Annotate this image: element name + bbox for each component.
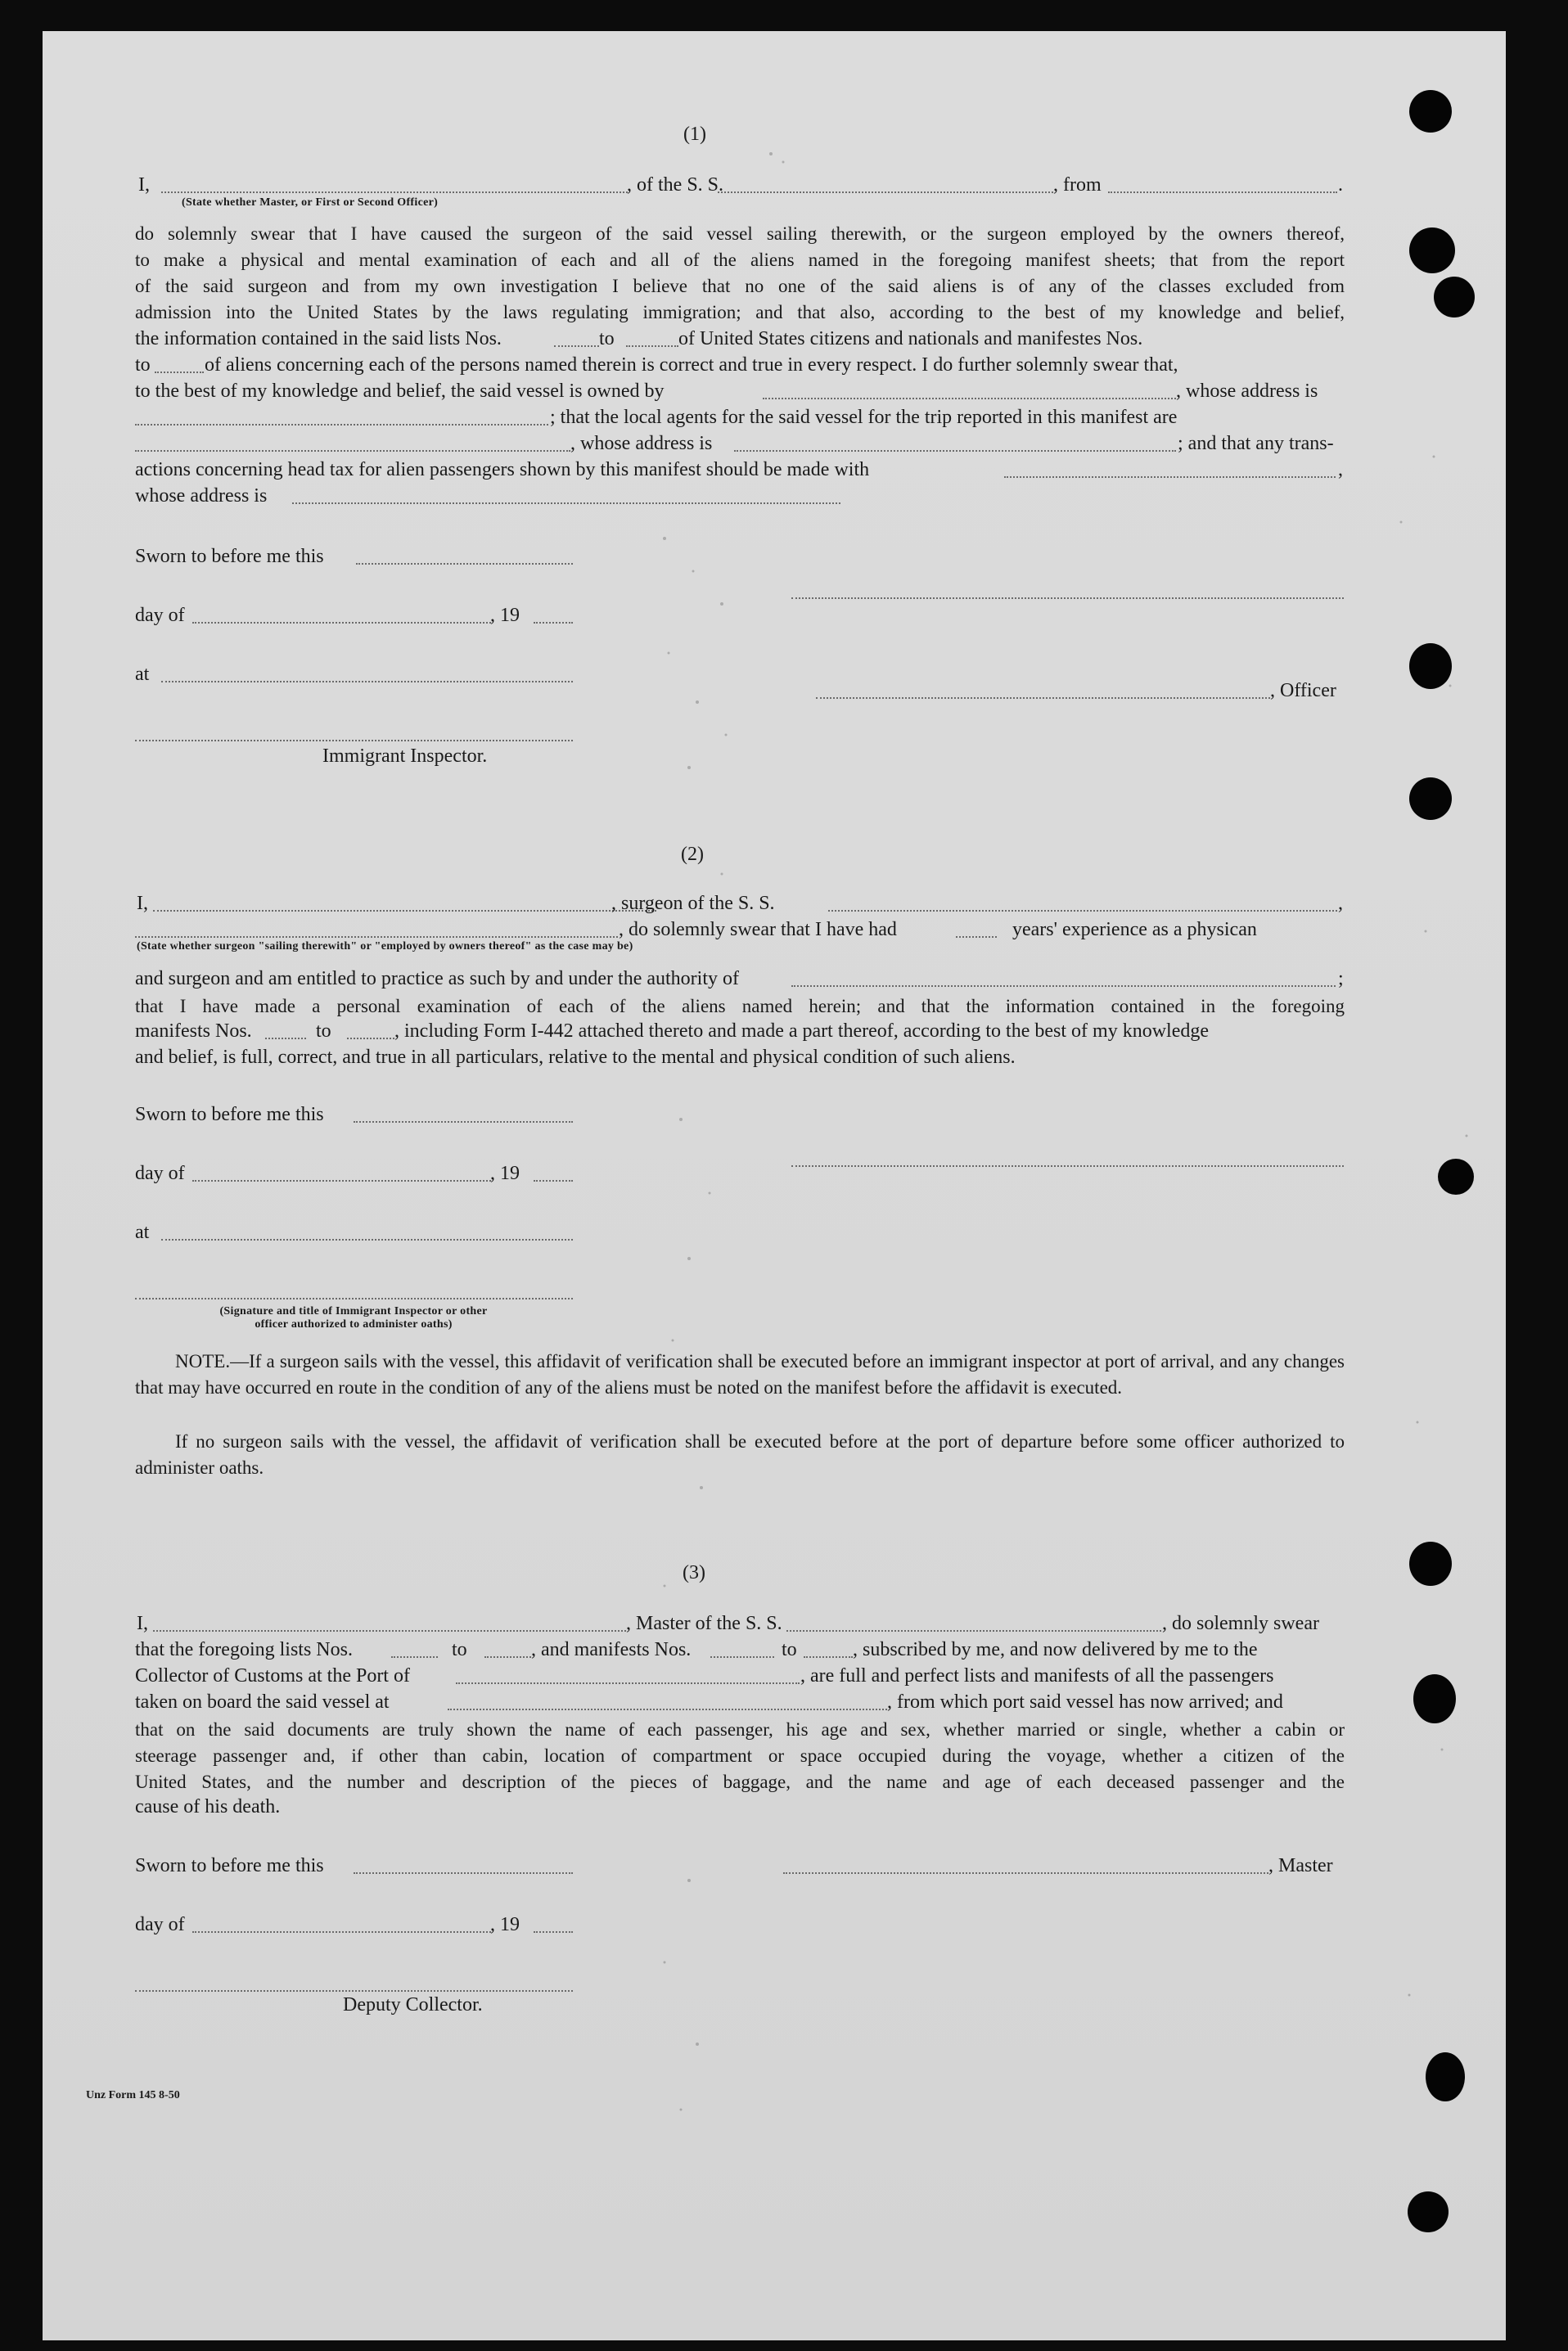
punch-hole xyxy=(1409,643,1452,689)
section-1-number: (1) xyxy=(683,124,706,145)
section-3-to-2: to xyxy=(782,1639,797,1660)
section-3-master-of: , Master of the S. S. xyxy=(626,1613,782,1634)
section-3-sworn: Sworn to before me this xyxy=(135,1855,324,1876)
section-2-at: at xyxy=(135,1222,150,1243)
section-3-taken-on-board: taken on board the said vessel at xyxy=(135,1691,390,1713)
section-1-citizens-text: of United States citizens and nationals and manifestes Nos. xyxy=(678,328,1143,349)
section-1-any-trans: ; and that any trans- xyxy=(1178,433,1334,454)
section-1-comma: , xyxy=(1338,459,1343,480)
section-1-line-1: do solemnly swear that I have caused the surgeon of the said vessel sailing therewith, or the surgeon employed by the owners thereof, xyxy=(135,223,1345,244)
section-2-physican: years' experience as a physican xyxy=(1012,919,1257,940)
punch-hole xyxy=(1409,777,1452,820)
section-3-master: , Master xyxy=(1268,1855,1333,1876)
section-2-comma: , xyxy=(1338,893,1343,914)
section-1-i: I, xyxy=(138,174,150,196)
section-1-day-of: day of xyxy=(135,605,185,626)
section-1-at: at xyxy=(135,664,150,685)
punch-hole xyxy=(1413,1674,1456,1723)
section-1-aliens-text: of aliens concerning each of the persons named therein is correct and true in every respect. I do further solemnly swear that, xyxy=(205,354,1178,376)
section-1-line-2: to make a physical and mental examination of each and all of the aliens named in the foregoing manifest sheets; that from the report xyxy=(135,250,1345,270)
section-1-owned-by: to the best of my knowledge and belief, the said vessel is owned by xyxy=(135,381,665,402)
section-3-line-5: that on the said documents are truly shown the name of each passenger, his age and sex, whether married or single, whether a cabin or xyxy=(135,1719,1345,1740)
section-1-from: , from xyxy=(1053,174,1102,196)
note-paragraph-1: NOTE.—If a surgeon sails with the vessel, this affidavit of verification shall be executed before an immigrant inspector at port of arrival, and any changes that may have occurred en route in the condition of any of the aliens must be noted on the manifest before the affidavit is executed. xyxy=(135,1351,1345,1398)
punch-hole xyxy=(1408,2191,1449,2232)
section-3-i: I, xyxy=(137,1613,148,1634)
section-1-period: . xyxy=(1338,174,1343,196)
section-1-whose-address-1: , whose address is xyxy=(1176,381,1318,402)
section-2-i: I, xyxy=(137,893,148,914)
signature-caption-1: (Signature and title of Immigrant Inspector or other xyxy=(219,1305,488,1317)
section-1-year: , 19 xyxy=(490,605,520,626)
section-3-subscribed: , subscribed by me, and now delivered by me to the xyxy=(853,1639,1258,1660)
section-2-semicolon: ; xyxy=(1338,968,1344,989)
section-1-sworn: Sworn to before me this xyxy=(135,546,324,567)
section-1-to-1: to xyxy=(599,328,615,349)
section-2-line-4: that I have made a personal examination of each of the aliens named herein; and that the information contained in the foregoing xyxy=(135,996,1345,1016)
section-1-lists-label: the information contained in the said lists Nos. xyxy=(135,328,502,349)
surgeon-caption: (State whether surgeon "sailing therewith" or "employed by owners thereof" as the case may be) xyxy=(137,940,633,953)
section-2-surgeon-of: , surgeon of the S. S. xyxy=(611,893,775,914)
section-1-whose-address-3: whose address is xyxy=(135,485,268,507)
section-3-arrived: , from which port said vessel has now arrived; and xyxy=(887,1691,1283,1713)
form-page xyxy=(43,31,1506,2340)
section-1-line-3: of the said surgeon and from my own investigation I believe that no one of the said aliens is of any of the classes excluded from xyxy=(135,276,1345,296)
section-1-line-4: admission into the United States by the laws regulating immigration; and that also, according to the best of my knowledge and belief, xyxy=(135,302,1345,322)
section-1-to-2: to xyxy=(135,354,151,376)
bleed-through-specks xyxy=(43,31,1506,2340)
section-3-line-7: United States, and the number and description of the pieces of baggage, and the name and age of each deceased passenger and the xyxy=(135,1772,1345,1792)
section-2-manifests: manifests Nos. xyxy=(135,1020,252,1042)
section-2-number: (2) xyxy=(681,844,704,865)
section-3-manifests: , and manifests Nos. xyxy=(531,1639,692,1660)
section-3-line-6: steerage passenger and, if other than cabin, location of compartment or space occupied during the voyage, whether a citizen of the xyxy=(135,1745,1345,1766)
section-1-local-agents: ; that the local agents for the said vessel for the trip reported in this manifest are xyxy=(550,407,1178,428)
section-2-years-text: , do solemnly swear that I have had xyxy=(619,919,897,940)
section-3-to-1: to xyxy=(452,1639,467,1660)
signature-caption-2: officer authorized to administer oaths) xyxy=(255,1318,453,1331)
section-3-year: , 19 xyxy=(490,1914,520,1935)
section-1-officer: , Officer xyxy=(1270,680,1336,701)
section-1-of-ss: , of the S. S. xyxy=(627,174,724,196)
form-number: Unz Form 145 8-50 xyxy=(86,2089,180,2101)
section-3-day-of: day of xyxy=(135,1914,185,1935)
section-3-full-lists: , are full and perfect lists and manifests of all the passengers xyxy=(800,1665,1274,1687)
section-2-sworn: Sworn to before me this xyxy=(135,1104,324,1125)
section-2-to: to xyxy=(316,1020,331,1042)
section-3-collector-port: Collector of Customs at the Port of xyxy=(135,1665,410,1687)
punch-hole xyxy=(1438,1159,1474,1195)
section-3-swear: , do solemnly swear xyxy=(1162,1613,1319,1634)
section-3-line-8: cause of his death. xyxy=(135,1796,281,1817)
punch-hole xyxy=(1409,227,1455,273)
punch-hole xyxy=(1409,1542,1452,1586)
punch-hole xyxy=(1434,277,1475,318)
section-3-lists-label: that the foregoing lists Nos. xyxy=(135,1639,353,1660)
section-3-number: (3) xyxy=(683,1562,705,1583)
section-2-year: , 19 xyxy=(490,1163,520,1184)
section-1-inspector: Immigrant Inspector. xyxy=(322,745,488,767)
section-2-day-of: day of xyxy=(135,1163,185,1184)
section-2-authority: and surgeon and am entitled to practice as such by and under the authority of xyxy=(135,968,739,989)
section-3-deputy-collector: Deputy Collector. xyxy=(343,1994,483,2015)
section-1-head-tax: actions concerning head tax for alien passengers shown by this manifest should be made with xyxy=(135,459,870,480)
section-2-line-6: and belief, is full, correct, and true in all particulars, relative to the mental and physical condition of such aliens. xyxy=(135,1047,1016,1068)
note-paragraph-2: If no surgeon sails with the vessel, the affidavit of verification shall be executed before at the port of departure before some officer authorized to administer oaths. xyxy=(135,1431,1345,1479)
officer-caption: (State whether Master, or First or Second Officer) xyxy=(182,196,439,209)
section-1-whose-address-2: , whose address is xyxy=(570,433,713,454)
punch-hole xyxy=(1409,90,1452,133)
section-2-form-text: , including Form I-442 attached thereto and made a part thereof, according to the best of my knowledge xyxy=(394,1020,1210,1042)
punch-hole xyxy=(1426,2052,1465,2101)
